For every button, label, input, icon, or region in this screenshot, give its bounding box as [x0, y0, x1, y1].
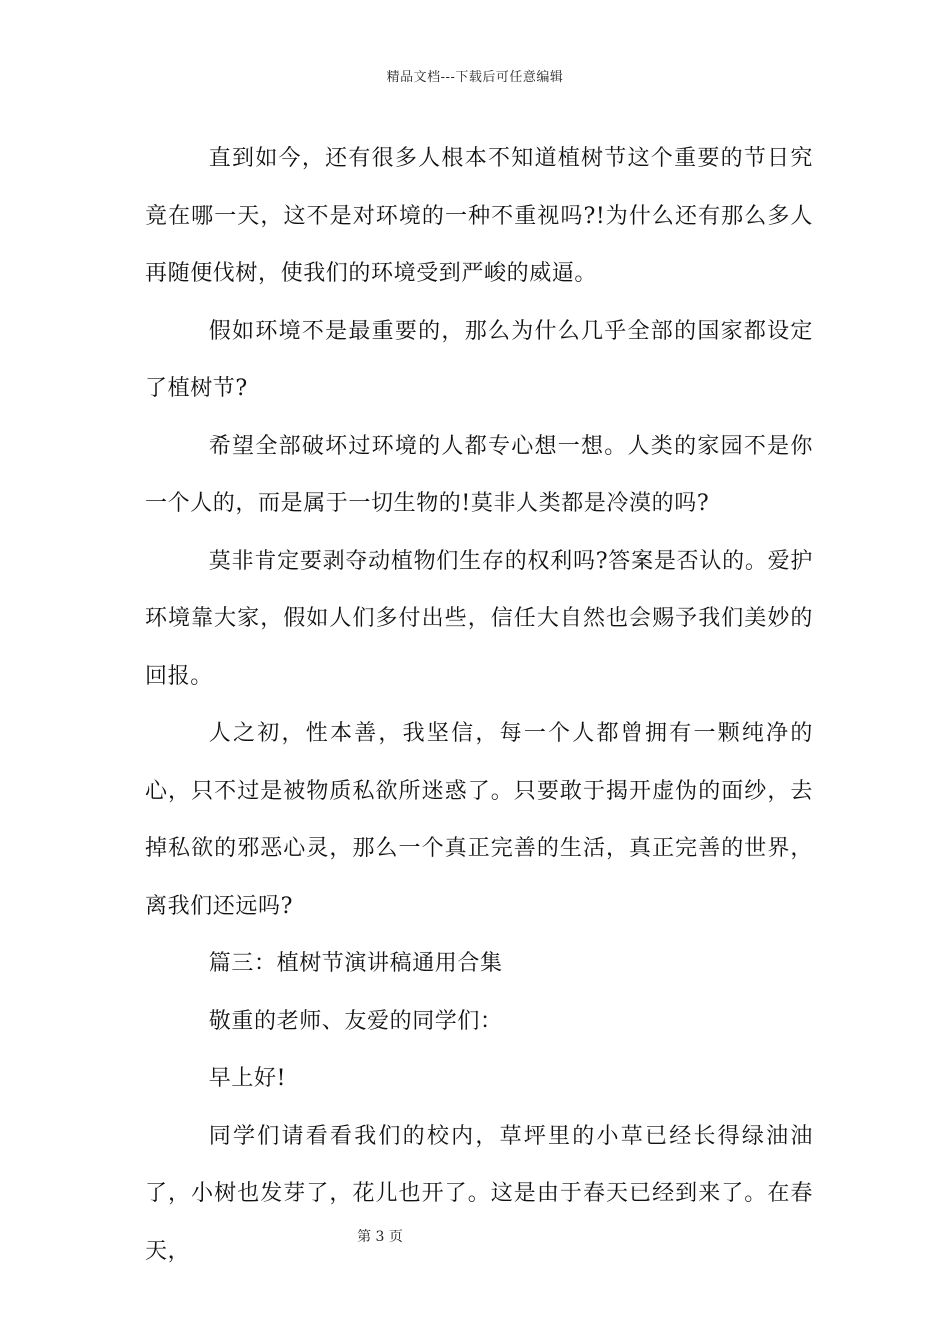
paragraph: 人之初，性本善，我坚信，每一个人都曾拥有一颗纯净的心，只不过是被物质私欲所迷惑了。只要敢于揭开虚伪的面纱，去掉私欲的邪恶心灵，那么一个真正完善的生活，真正完善的世界，离我们还远吗? — [145, 721, 813, 919]
page-number: 第 3 页 — [357, 1229, 403, 1245]
greeting: 早上好! — [208, 1066, 287, 1091]
paragraph: 希望全部破坏过环境的人都专心想一想。人类的家园不是你一个人的，而是属于一切生物的!莫非人类都是冷漠的吗? — [145, 433, 813, 516]
paragraph: 莫非肯定要剥夺动植物们生存的权利吗?答案是否认的。爱护环境靠大家，假如人们多付出些，信任大自然也会赐予我们美妙的回报。 — [145, 548, 813, 689]
paragraph: 同学们请看看我们的校内，草坪里的小草已经长得绿油油了，小树也发芽了，花儿也开了。这是由于春天已经到来了。在春天， — [145, 1123, 813, 1264]
section-heading: 篇三：植树节演讲稿通用合集 — [208, 951, 503, 976]
paragraph: 直到如今，还有很多人根本不知道植树节这个重要的节日究竟在哪一天，这不是对环境的一种不重视吗?!为什么还有那么多人再随便伐树，使我们的环境受到严峻的威逼。 — [145, 146, 813, 286]
paragraph: 假如环境不是最重要的，那么为什么几乎全部的国家都设定了植树节? — [145, 318, 813, 401]
document-body — [145, 130, 813, 1280]
salutation: 敬重的老师、友爱的同学们： — [208, 1008, 503, 1034]
page-header: 精品文档---下载后可任意编辑 — [386, 70, 564, 85]
